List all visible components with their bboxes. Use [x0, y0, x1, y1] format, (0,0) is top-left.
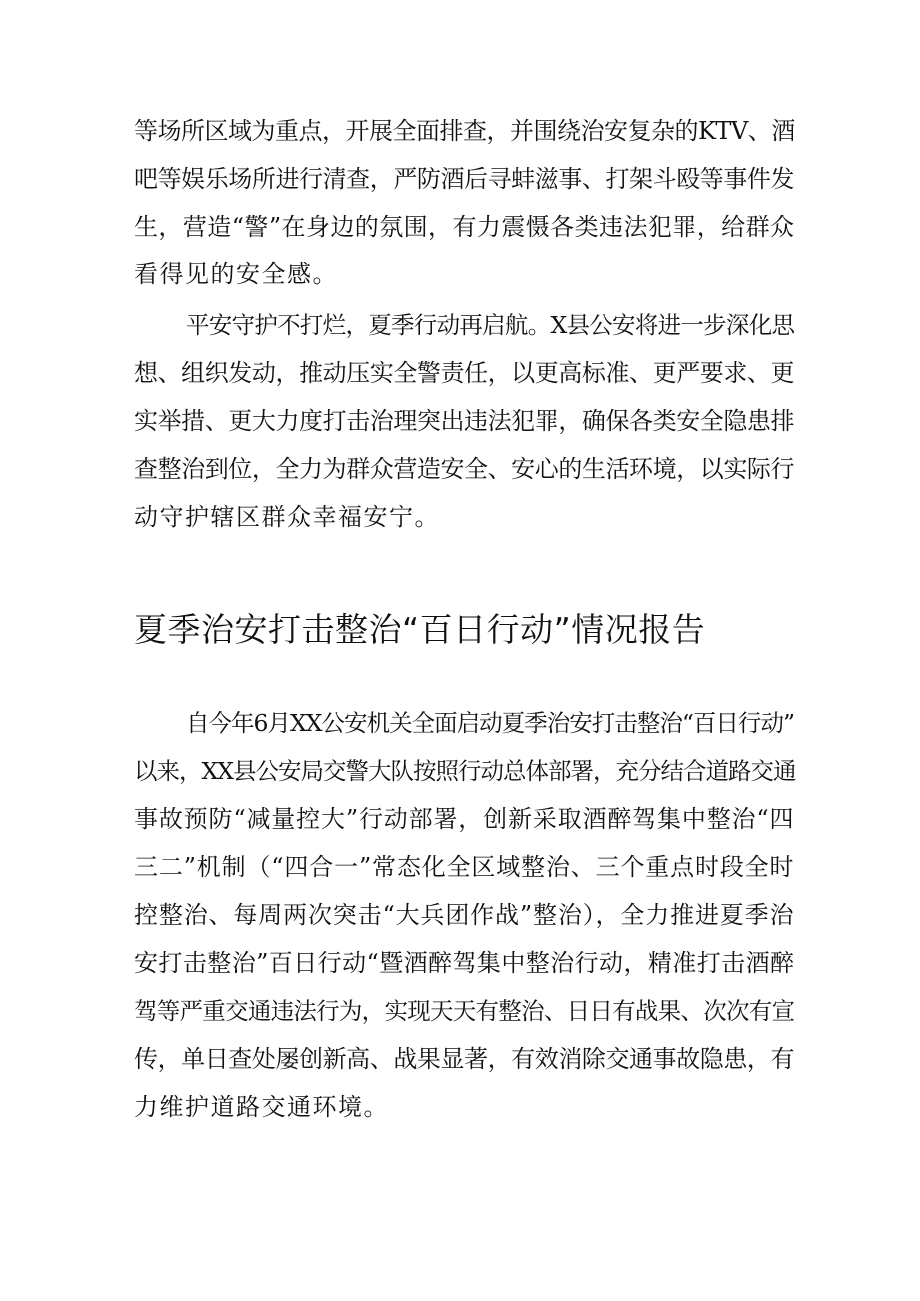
- paragraph-3-line-6: 安打击整治”百日行动“暨酒醉驾集中整治行动，精准打击酒醉: [134, 949, 794, 977]
- paragraph-2-line-3: 实举措、更大力度打击治理突出违法犯罪，确保各类安全隐患排: [134, 407, 794, 435]
- paragraph-3-line-4: 三二”机制（“四合一”常态化全区域整治、三个重点时段全时: [134, 853, 794, 881]
- report-heading: 夏季治安打击整治“百日行动”情况报告: [134, 610, 706, 649]
- paragraph-2-line-5: 动守护辖区群众幸福安宁。: [134, 503, 440, 531]
- paragraph-3-line-2: 以来，XX县公安局交警大队按照行动总体部署，充分结合道路交通: [134, 757, 796, 785]
- paragraph-3-line-8: 传，单日查处屡创新高、战果显著，有效消除交通事故隐患，有: [134, 1045, 794, 1073]
- paragraph-3-line-3: 事故预防“减量控大”行动部署，创新采取酒醉驾集中整治“四: [134, 805, 794, 833]
- paragraph-3-line-5: 控整治、每周两次突击“大兵团作战”整治），全力推进夏季治: [134, 901, 794, 929]
- paragraph-1-line-2: 吧等娱乐场所进行清查，严防酒后寻蚌滋事、打架斗殴等事件发: [134, 165, 794, 193]
- paragraph-2-line-2: 想、组织发动，推动压实全警责任，以更高标准、更严要求、更: [134, 359, 794, 387]
- paragraph-1-line-4: 看得见的安全感。: [134, 260, 338, 288]
- paragraph-3-line-7: 驾等严重交通违法行为，实现天天有整治、日日有战果、次次有宣: [134, 997, 794, 1025]
- paragraph-1-line-3: 生，营造“警”在身边的氛围，有力震慑各类违法犯罪，给群众: [134, 213, 794, 241]
- paragraph-2-line-4: 查整治到位，全力为群众营造安全、安心的生活环境，以实际行: [134, 455, 794, 483]
- paragraph-3-line-9: 力维护道路交通环境。: [134, 1093, 389, 1121]
- paragraph-1-line-1: 等场所区域为重点，开展全面排查，并围绕治安复杂的KTV、酒: [134, 117, 795, 145]
- paragraph-3-line-1: 自今年6月XX公安机关全面启动夏季治安打击整治“百日行动”: [186, 709, 794, 737]
- paragraph-2-line-1: 平安守护不打烂，夏季行动再启航。X县公安将进一步深化思: [186, 311, 794, 339]
